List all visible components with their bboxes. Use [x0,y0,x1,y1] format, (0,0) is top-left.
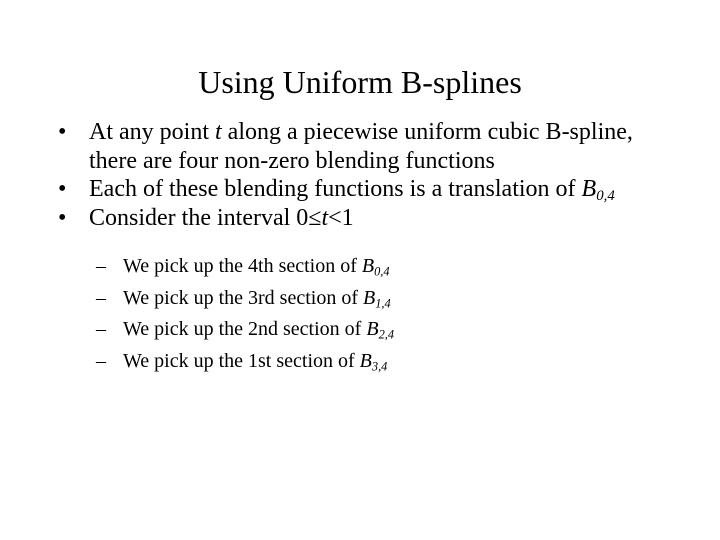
b-subscript: 2,4 [378,327,395,342]
b-subscript: 0,4 [596,188,615,205]
bullet-text: Each of these blending functions is a translation of [89,176,582,202]
sub-bullet-list [96,251,670,378]
sub-bullet-text: We pick up the 1st section of [123,350,360,373]
sub-bullet-1st-section [96,346,670,378]
b-subscript: 0,4 [374,264,390,279]
bullet-text-continued: <1 [328,204,354,231]
bullet-interval [58,204,670,233]
sub-bullet-text: We pick up the 3rd section of [123,286,363,309]
dash-marker: – [96,318,106,341]
sub-bullet-text: We pick up the 2nd section of [123,318,367,341]
bullet-text: Consider the interval 0≤ [89,204,322,231]
bullet-translation [58,175,670,204]
bullet-blending-functions-count [58,118,670,175]
bullet-marker: • [58,176,67,202]
bullet-text-continued: along a piecewise uniform cubic B-spline, there are four non-zero blending functions [89,119,633,174]
bullet-marker: • [58,204,67,231]
dash-marker: – [96,255,106,277]
b-symbol: B [581,176,597,202]
dash-marker: – [96,286,106,309]
sub-bullet-4th-section [96,251,670,283]
b-symbol: B [361,255,375,277]
b-subscript: 1,4 [375,296,391,311]
bullet-text: At any point [89,119,215,145]
b-subscript: 3,4 [371,359,388,374]
dash-marker: – [96,350,106,373]
b-symbol: B [366,318,379,341]
b-symbol: B [363,286,376,309]
sub-bullet-2nd-section [96,314,670,346]
variable-t: t [321,204,329,231]
sub-bullet-3rd-section [96,283,670,315]
bullet-marker: • [58,119,67,145]
bullet-list [58,118,670,378]
sub-bullet-text: We pick up the 4th section of [123,255,362,277]
variable-t: t [215,119,222,145]
slide-title: Using Uniform B-splines [198,64,522,100]
b-symbol: B [359,350,372,373]
